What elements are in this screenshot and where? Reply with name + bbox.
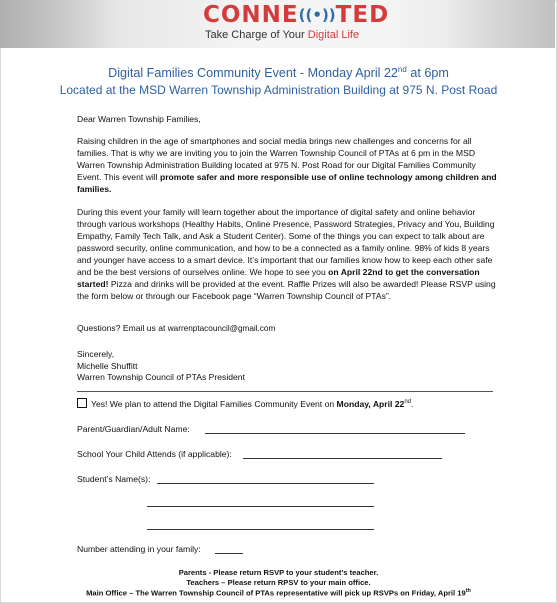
student-name-field-1[interactable] xyxy=(157,483,374,484)
student-name-field-2[interactable] xyxy=(147,506,374,507)
event-title xyxy=(0,65,557,80)
header-banner xyxy=(0,0,555,48)
connected-logo xyxy=(203,2,389,28)
footer-main-office xyxy=(0,588,557,598)
student-name-field-3[interactable] xyxy=(147,529,374,530)
number-attending-field[interactable] xyxy=(215,553,243,554)
paragraph-details-text: During this event your family will learn together about the importance of digital safety and online behavior through various workshops (Healthy Habits, Online Presence, Password Strategies, Privacy and You, Building Empathy, Family Tech Talk, and Ask a Student Center). Some of the things you can expect to talk about are password security, online communication, and how to be a connected as a family online. 98% of kids 8 years and younger have access to a smart device. It’s important that our families know how to keep each other safe and be the best versions of ourselves online. We hope to see you xyxy=(77,207,495,277)
event-location: Located at the MSD Warren Township Administration Building at 975 N. Post Road xyxy=(59,83,498,97)
footer-main-office-sup: th xyxy=(465,588,471,594)
logo-prefix: CONNE xyxy=(203,2,299,28)
questions-line xyxy=(77,322,497,335)
rsvp-yes-row xyxy=(77,398,413,409)
event-title-main: Digital Families Community Event - Monday April 22 xyxy=(108,66,398,81)
questions-label: Questions? Email us at xyxy=(77,323,168,333)
signoff: Sincerely, xyxy=(77,349,115,359)
rsvp-yes-end: . xyxy=(411,399,414,409)
footer-main-office-text: Main Office – The Warren Township Council of PTAs representative will pick up RSVPs on Friday, April 19 xyxy=(86,588,466,598)
event-title-end: at 6pm xyxy=(406,66,449,81)
school-label: School Your Child Attends (if applicable): xyxy=(77,449,232,459)
signer-title: Warren Township Council of PTAs President xyxy=(77,372,245,382)
logo-suffix: TED xyxy=(335,2,390,28)
signer-name: Michelle Shuffitt xyxy=(77,360,138,371)
rsvp-divider xyxy=(77,391,493,392)
paragraph-details-bold: on April 22nd to get the conversation started! xyxy=(77,267,480,289)
number-attending-label: Number attending in your family: xyxy=(77,544,201,554)
rsvp-yes-date: Monday, April 22 xyxy=(336,399,405,409)
paragraph-intro-bold: promote safer and more responsible use of online technology among children and families. xyxy=(77,172,497,194)
tagline xyxy=(205,29,359,41)
rsvp-yes-text: Yes! We plan to attend the Digital Families Community Event on xyxy=(91,399,337,409)
paragraph-intro-text: Raising children in the age of smartphones and social media brings new challenges and concerns for all families. That is why we are inviting you to join the Warren Township Council of PTAs at 6 pm in the MSD Warren Township Administration Building located at 975 N. Post Road for our Digital Families Community Event. This event will xyxy=(77,136,476,182)
students-label: Student’s Name(s): xyxy=(77,474,151,484)
signature-block xyxy=(77,349,497,384)
salutation: Dear Warren Township Families, xyxy=(77,114,201,124)
tagline-accent: Digital Life xyxy=(307,29,360,41)
rsvp-yes-sup: nd xyxy=(404,399,412,406)
paragraph-intro xyxy=(77,135,497,195)
footer-teachers: Teachers – Please return RPSV to your main office. xyxy=(186,578,371,587)
wifi-waves-icon: ((•)) xyxy=(298,6,336,24)
guardian-name-field[interactable] xyxy=(205,433,465,434)
contact-email[interactable]: warrenptacouncil@gmail.com xyxy=(167,324,276,333)
event-title-sup: nd xyxy=(397,65,407,74)
paragraph-details-end: Pizza and drinks will be provided at the event. Raffle Prizes will also be awarded! Please RSVP using the form below or through our Facebook page “Warren Township Council of PTAs”. xyxy=(77,279,496,301)
rsvp-checkbox[interactable] xyxy=(77,398,87,408)
tagline-main: Take Charge of Your xyxy=(205,29,308,41)
banner-fade-left xyxy=(0,0,120,48)
banner-fade-right xyxy=(445,0,555,48)
paragraph-details xyxy=(77,206,497,302)
guardian-name-label: Parent/Guardian/Adult Name: xyxy=(77,424,190,434)
footer-parents: Parents - Please return RSVP to your student’s teacher. xyxy=(178,568,379,577)
school-field[interactable] xyxy=(243,458,442,459)
